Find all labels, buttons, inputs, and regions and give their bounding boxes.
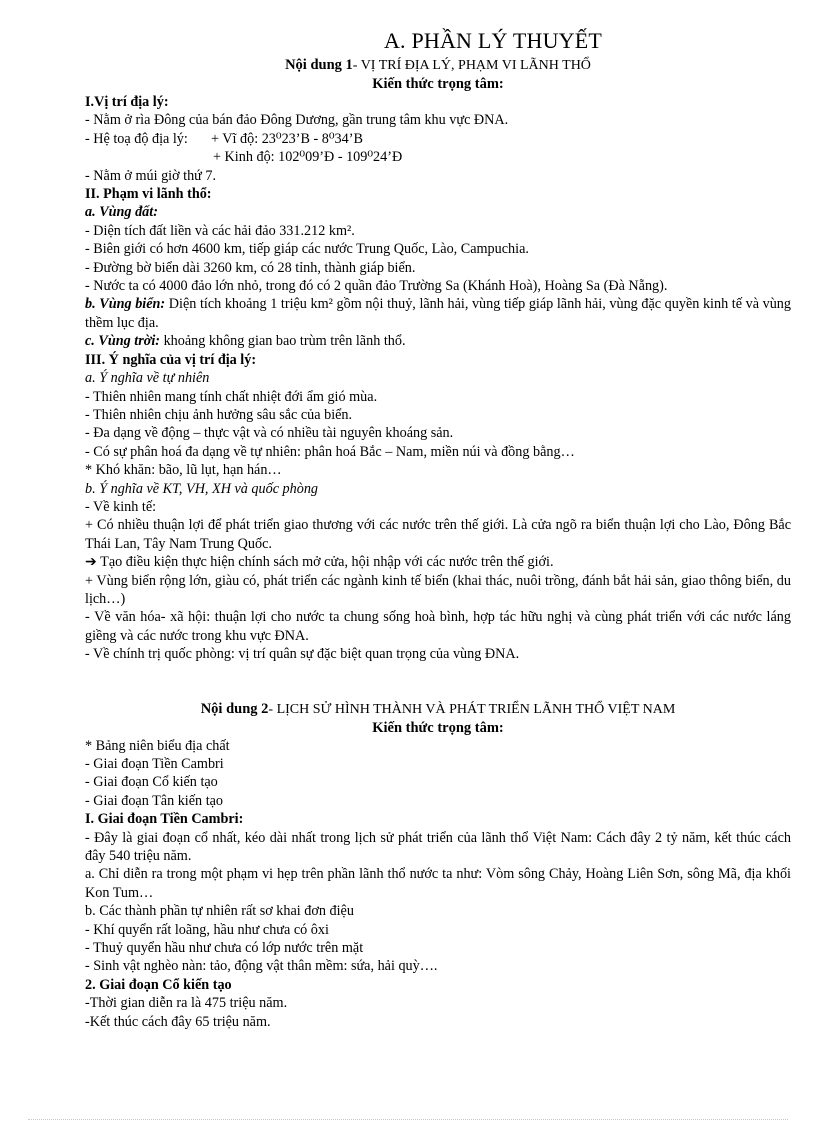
section1-heading: - VỊ TRÍ ĐỊA LÝ, PHẠM VI LÃNH THỔ bbox=[352, 58, 591, 73]
s1-paragraph: + Vùng biển rộng lớn, giàu có, phát triển các ngành kinh tế biển (khai thác, nuôi trồng, đánh bắt hải sản, giao thông biển, du lịch…) bbox=[85, 572, 791, 607]
s1-line: - Thiên nhiên mang tính chất nhiệt đới ẩm gió mùa. bbox=[85, 388, 378, 405]
s1-latitude: + Vĩ độ: 23⁰23’B - 8⁰34’B bbox=[211, 130, 363, 147]
s2-line: - Khí quyển rất loãng, hầu như chưa có ôxi bbox=[85, 921, 329, 938]
s1-sea-text: Diện tích khoảng 1 triệu km² gồm nội thuỷ, lãnh hải, vùng tiếp giáp lãnh hải, vùng đặc quyền kinh tế và vùng thềm lục địa. bbox=[85, 296, 791, 331]
s1-line: - Về kinh tế: bbox=[85, 498, 157, 515]
s1-line: - Đa dạng về động – thực vật và có nhiều tài nguyên khoáng sản. bbox=[85, 425, 454, 442]
s1-line: - Nằm ở múi giờ thứ 7. bbox=[85, 167, 217, 184]
s1-heading-sky: c. Vùng trời: bbox=[85, 333, 161, 350]
s1-coords-label: - Hệ toạ độ địa lý: bbox=[85, 130, 188, 147]
s2-line: - Giai đoạn Cổ kiến tạo bbox=[85, 774, 218, 791]
s2-line: -Thời gian diễn ra là 475 triệu năm. bbox=[85, 995, 288, 1012]
section2-title bbox=[85, 700, 791, 719]
section2-subheading: Kiến thức trọng tâm: bbox=[372, 719, 504, 736]
s2-paragraph: a. Chỉ diễn ra trong một phạm vi hẹp trên phần lãnh thổ nước ta như: Vòm sông Chảy, Hoàng Liên Sơn, sông Mã, địa khối Kon Tum… bbox=[85, 866, 791, 901]
s1-sky-text: khoảng không gian bao trùm trên lãnh thổ. bbox=[160, 333, 406, 350]
section1-title bbox=[85, 56, 791, 75]
section1-prefix: Nội dung 1 bbox=[285, 57, 353, 73]
section2-prefix: Nội dung 2 bbox=[200, 700, 269, 717]
page-bottom-divider bbox=[28, 1119, 788, 1120]
s1-paragraph: - Về văn hóa- xã hội: thuận lợi cho nước ta chung sống hoà bình, hợp tác hữu nghị và cùng phát triển với các nước láng giềng và các nước trong khu vực ĐNA. bbox=[85, 609, 791, 644]
s1-line: - Có sự phân hoá đa dạng về tự nhiên: phân hoá Bắc – Nam, miền núi và đồng bằng… bbox=[85, 443, 575, 460]
s1-line: - Đường bờ biển dài 3260 km, có 28 tỉnh, thành giáp biển. bbox=[85, 259, 416, 276]
s2-heading-precambrian: I. Giai đoạn Tiền Cambri: bbox=[85, 811, 244, 828]
s1-heading-territory: II. Phạm vi lãnh thổ: bbox=[85, 186, 212, 203]
s2-line: - Giai đoạn Tân kiến tạo bbox=[85, 792, 224, 809]
s1-heading-sea: b. Vùng biển: bbox=[85, 296, 166, 313]
s2-line: - Sinh vật nghèo nàn: tảo, động vật thân mềm: sứa, hải quỳ…. bbox=[85, 958, 438, 975]
s2-line: -Kết thúc cách đây 65 triệu năm. bbox=[85, 1013, 271, 1030]
s2-line: * Bảng niên biểu địa chất bbox=[85, 737, 230, 754]
s1-line-coords bbox=[85, 130, 791, 148]
s1-arrow-line bbox=[85, 553, 791, 571]
page-title: A. PHẦN LÝ THUYẾT bbox=[383, 28, 603, 53]
s1-line: - Thiên nhiên chịu ảnh hưởng sâu sắc của biển. bbox=[85, 406, 353, 423]
s1-arrow-text: Tạo điều kiện thực hiện chính sách mở cửa, hội nhập với các nước trên thế giới. bbox=[96, 554, 554, 571]
s1-heading-nature: a. Ý nghĩa về tự nhiên bbox=[85, 370, 210, 387]
s2-line: b. Các thành phần tự nhiên rất sơ khai đơn điệu bbox=[85, 903, 354, 920]
s1-longitude: + Kinh độ: 102⁰09’Đ - 109⁰24’Đ bbox=[213, 149, 403, 166]
s2-heading-paleotectonic: 2. Giai đoạn Cổ kiến tạo bbox=[85, 976, 232, 993]
arrow-icon: ➔ bbox=[85, 554, 97, 571]
s1-line: - Biên giới có hơn 4600 km, tiếp giáp các nước Trung Quốc, Lào, Campuchia. bbox=[85, 241, 529, 258]
section2-heading: - LỊCH SỬ HÌNH THÀNH VÀ PHÁT TRIỂN LÃNH THỔ VIỆT NAM bbox=[268, 701, 676, 717]
document-page bbox=[85, 28, 791, 1031]
s1-line: - Nước ta có 4000 đảo lớn nhỏ, trong đó có 2 quần đảo Trường Sa (Khánh Hoà), Hoàng Sa (Đà Nẵng). bbox=[85, 278, 668, 295]
s1-heading-significance: III. Ý nghĩa của vị trí địa lý: bbox=[85, 351, 257, 368]
s1-line: - Về chính trị quốc phòng: vị trí quân sự đặc biệt quan trọng của vùng ĐNA. bbox=[85, 646, 520, 663]
s1-heading-land: a. Vùng đất: bbox=[85, 204, 158, 221]
s1-paragraph: + Có nhiều thuận lợi để phát triển giao thương với các nước trên thế giới. Là cửa ngõ ra biển thuận lợi cho Lào, Đông Bắc Thái Lan, Tây Nam Trung Quốc. bbox=[85, 517, 791, 552]
s1-line: * Khó khăn: bão, lũ lụt, hạn hán… bbox=[85, 462, 282, 479]
s1-sky-paragraph bbox=[85, 332, 791, 350]
s2-line: - Thuỷ quyển hầu như chưa có lớp nước trên mặt bbox=[85, 940, 364, 957]
s2-line: - Giai đoạn Tiền Cambri bbox=[85, 756, 224, 772]
s1-heading-economy: b. Ý nghĩa về KT, VH, XH và quốc phòng bbox=[85, 480, 319, 497]
s1-sea-paragraph bbox=[85, 295, 791, 332]
s1-heading-location: I.Vị trí địa lý: bbox=[85, 94, 169, 110]
s1-line: - Diện tích đất liền và các hải đảo 331.212 km². bbox=[85, 222, 355, 239]
s1-line: - Nằm ở rìa Đông của bán đảo Đông Dương, gần trung tâm khu vực ĐNA. bbox=[85, 112, 509, 129]
s2-paragraph: - Đây là giai đoạn cổ nhất, kéo dài nhất trong lịch sử phát triển của lãnh thổ Việt Nam: Cách đây 2 tỷ năm, kết thúc cách đây 540 triệu năm. bbox=[85, 829, 791, 865]
section1-subheading: Kiến thức trọng tâm: bbox=[372, 76, 504, 92]
